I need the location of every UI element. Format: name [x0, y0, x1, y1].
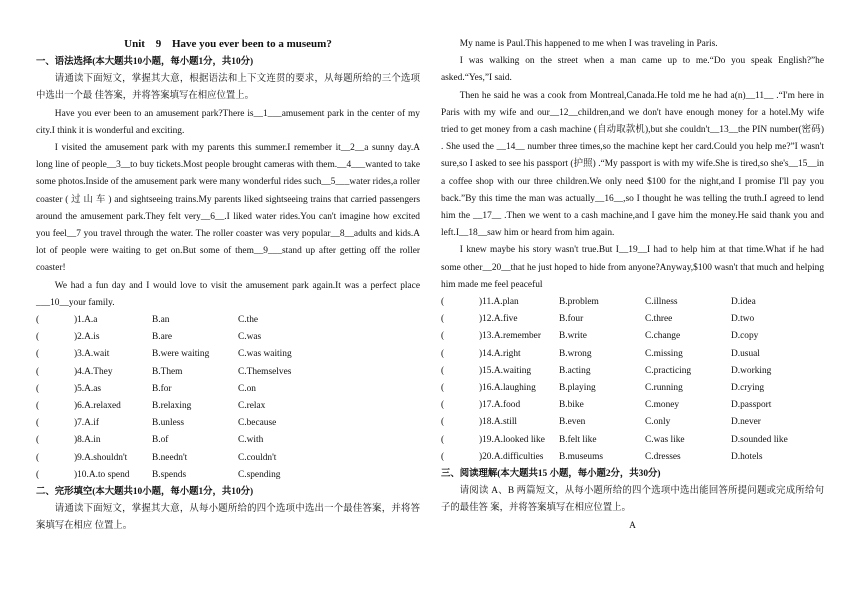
- option-b: B.needn't: [152, 452, 188, 463]
- option-b: B.problem: [559, 297, 599, 308]
- option-a: )17.A.food: [479, 400, 521, 411]
- option-b: B.unless: [152, 418, 185, 429]
- question-row: [441, 328, 824, 345]
- option-a: )11.A.plan: [479, 297, 519, 308]
- unit-title: [36, 38, 420, 50]
- question-row: [36, 381, 420, 398]
- section2-heading: 二、完形填空(本大题共10小题，每小题1分，共10分): [36, 487, 254, 498]
- option-a: )13.A.remember: [479, 331, 541, 342]
- section3-heading: 三、阅读理解(本大题共15 小题，每小题2分，共30分): [441, 469, 661, 480]
- answer-blank[interactable]: (: [36, 418, 40, 429]
- option-c: C.only: [645, 417, 671, 428]
- option-a: )15.A.waiting: [479, 365, 532, 376]
- option-b: B.relaxing: [152, 401, 192, 412]
- answer-blank[interactable]: (: [36, 349, 40, 360]
- question-row: [36, 415, 420, 432]
- option-a: )5.A.as: [74, 383, 102, 394]
- option-a: )16.A.laughing: [479, 383, 536, 394]
- option-c: C.illness: [645, 297, 678, 308]
- option-d: D.idea: [731, 297, 756, 308]
- question-row: [441, 414, 824, 431]
- option-a: )2.A.is: [74, 332, 100, 343]
- option-a: )10.A.to spend: [74, 469, 130, 480]
- option-d: D.usual: [731, 348, 760, 359]
- option-a: )8.A.in: [74, 435, 101, 446]
- option-c: C.was: [238, 332, 262, 343]
- option-a: )20.A.difficulties: [479, 451, 544, 462]
- option-c: C.couldn't: [238, 452, 277, 463]
- option-b: B.Them: [152, 366, 183, 377]
- passage-letter: A: [629, 520, 636, 531]
- question-row: [36, 329, 420, 346]
- option-a: )18.A.still: [479, 417, 518, 428]
- option-c: C.spending: [238, 469, 281, 480]
- answer-blank[interactable]: (: [36, 332, 40, 343]
- answer-blank[interactable]: (: [441, 348, 445, 359]
- option-c: C.running: [645, 383, 683, 394]
- option-c: C.relax: [238, 401, 266, 412]
- option-c: C.change: [645, 331, 681, 342]
- option-d: D.sounded like: [731, 434, 788, 445]
- option-c: C.the: [238, 315, 259, 326]
- option-b: B.acting: [559, 365, 591, 376]
- answer-blank[interactable]: (: [36, 366, 40, 377]
- option-c: C.Themselves: [238, 366, 292, 377]
- answer-blank[interactable]: (: [36, 469, 40, 480]
- question-row: [441, 363, 824, 380]
- answer-blank[interactable]: (: [36, 315, 40, 326]
- answer-blank[interactable]: (: [36, 383, 40, 394]
- option-c: C.because: [238, 418, 277, 429]
- option-b: B.were waiting: [152, 349, 210, 360]
- option-c: C.missing: [645, 348, 683, 359]
- option-c: C.practicing: [645, 365, 692, 376]
- option-a: )9.A.shouldn't: [74, 452, 128, 463]
- cloze-question-list: [441, 294, 824, 466]
- question-row: [441, 346, 824, 363]
- option-a: )12.A.five: [479, 314, 518, 325]
- option-b: B.felt like: [559, 434, 597, 445]
- section3-instructions: 请阅读 A、B 两篇短文，从每小题所给的四个选项中选出能回答所提问题或完成所给句子的最佳答 案，并将答案填写在相应位置上。: [441, 486, 824, 514]
- passage2-para4: I knew maybe his story wasn't true.But I__19__I had to help him at that time.What if he had some other__20__that he just hoped to hide from anyone?Anyway,$100 wasn't that much and helping him made me feel peaceful: [441, 245, 824, 290]
- question-row: [36, 312, 420, 329]
- option-d: D.hotels: [731, 451, 763, 462]
- answer-blank[interactable]: (: [441, 331, 445, 342]
- question-row: [441, 380, 824, 397]
- option-d: D.two: [731, 314, 755, 325]
- answer-blank[interactable]: (: [441, 434, 445, 445]
- passage1-para1: Have you ever been to an amusement park?There is__1___amusement park in the center of my city.I think it is wonderful and exciting.: [36, 108, 420, 136]
- option-d: D.crying: [731, 383, 765, 394]
- answer-blank[interactable]: (: [36, 452, 40, 463]
- question-row: [36, 467, 420, 484]
- option-b: B.spends: [152, 469, 187, 480]
- grammar-question-list: [36, 312, 420, 484]
- passage2-para3: Then he said he was a cook from Montreal,Canada.He told me he had a(n)__11__ .“I'm here in Paris with my wife and our__12__children,and we don't have enough money for a hotel.My wife tried to get money from a cash machine (自动取款机),but she couldn't__13__the PIN number(密码) . She used the __14__ number three times,so the machine kept her card.Could you help me?”I wasn't sure,so I asked to see his passport (护照) .“My passport is with my wife.She is tired,so she's__15__in a coffee shop with our three children.We only need $100 for the night,and I promise I'll pay you back.”By this time the man was actually__16__,so I thought he was telling the truth.I agreed to lend him the __17__ .Then we went to a cash machine,and I gave him the money.He said thank you and left.I__18__saw him or heard from him again.: [441, 90, 824, 239]
- option-b: B.are: [152, 332, 173, 343]
- option-d: D.working: [731, 365, 772, 376]
- option-d: D.passport: [731, 400, 772, 411]
- option-b: B.an: [152, 315, 170, 326]
- question-row: [441, 311, 824, 328]
- option-c: C.three: [645, 314, 673, 325]
- passage1-para2: I visited the amusement park with my parents this summer.I remember it__2__a sunny day.A long line of people__3__to buy tickets.Most people brought cameras with them.__4___wanted to take some photos.Inside of the amusement park were many wonderful rides such__5___water rides,a roller coaster ( 过 山 车 ) and sightseeing trains.My parents liked sightseeing trains that carried passengers around the amusement park.They felt very__6__.I liked water rides.You can't imagine how excited you feel__7 you travel through the water. The roller coaster was very popular__8__adults and kids.A lot of people were waiting to get on.But some of them__9___stand up after getting off the roller coaster!: [36, 143, 420, 274]
- option-a: )19.A.looked like: [479, 434, 545, 445]
- answer-blank[interactable]: (: [441, 365, 445, 376]
- question-row: [441, 449, 824, 466]
- option-b: B.museums: [559, 451, 604, 462]
- passage2-para1: My name is Paul.This happened to me when I was traveling in Paris.: [459, 39, 718, 49]
- question-row: [36, 364, 420, 381]
- question-row: [441, 432, 824, 449]
- option-a: )6.A.relaxed: [74, 401, 121, 412]
- answer-blank[interactable]: (: [36, 401, 40, 412]
- option-c: C.was waiting: [238, 349, 292, 360]
- answer-blank[interactable]: (: [441, 451, 445, 462]
- option-b: B.four: [559, 314, 584, 325]
- right-column: [441, 36, 824, 535]
- unit-label: Unit: [124, 38, 145, 50]
- question-row: [36, 450, 420, 467]
- option-b: B.for: [152, 383, 172, 394]
- option-d: D.copy: [731, 331, 759, 342]
- answer-blank[interactable]: (: [36, 435, 40, 446]
- option-c: C.money: [645, 400, 680, 411]
- option-b: B.even: [559, 417, 586, 428]
- option-b: B.bike: [559, 400, 584, 411]
- question-row: [441, 294, 824, 311]
- answer-blank[interactable]: (: [441, 383, 445, 394]
- section1-heading: 一、语法选择(本大题共10小题，每小题1分，共10分): [36, 57, 254, 67]
- option-c: C.was like: [645, 434, 685, 445]
- passage2-para2: I was walking on the street when a man came up to me.“Do you speak English?”he asked.“Yes,”I said.: [441, 56, 824, 84]
- option-a: )1.A.a: [74, 315, 98, 326]
- option-a: )14.A.right: [479, 348, 521, 359]
- option-a: )3.A.wait: [74, 349, 110, 360]
- option-c: C.dresses: [645, 451, 681, 462]
- option-c: C.on: [238, 383, 256, 394]
- unit-heading: Have you ever been to a museum?: [171, 38, 332, 50]
- answer-blank[interactable]: (: [441, 417, 445, 428]
- option-b: B.playing: [559, 383, 596, 394]
- option-b: B.wrong: [559, 348, 592, 359]
- unit-number: 9: [155, 38, 162, 50]
- answer-blank[interactable]: (: [441, 314, 445, 325]
- option-b: B.write: [559, 331, 587, 342]
- question-row: [441, 397, 824, 414]
- answer-blank[interactable]: (: [441, 297, 445, 308]
- question-row: [36, 346, 420, 363]
- option-c: C.with: [238, 435, 264, 446]
- option-b: B.of: [152, 435, 169, 446]
- answer-blank[interactable]: (: [441, 400, 445, 411]
- option-a: )7.A.if: [74, 418, 99, 429]
- question-row: [36, 398, 420, 415]
- option-d: D.never: [731, 417, 761, 428]
- section2-instructions: 请通读下面短文，掌握其大意，从每小题所给的四个选项中选出一个最佳答案，并将答案填写在相应 位置上。: [36, 504, 420, 532]
- question-row: [36, 432, 420, 449]
- passage1-para3: We had a fun day and I would love to visit the amusement park again.It was a perfect place ___10__your family.: [36, 280, 420, 308]
- left-column: [36, 54, 420, 536]
- section1-instructions: 请通读下面短文，掌握其大意，根据语法和上下文连贯的要求，从每题所给的三个选项中选出一个最 佳答案，并将答案填写在相应位置上。: [36, 74, 420, 102]
- option-a: )4.A.They: [74, 366, 113, 377]
